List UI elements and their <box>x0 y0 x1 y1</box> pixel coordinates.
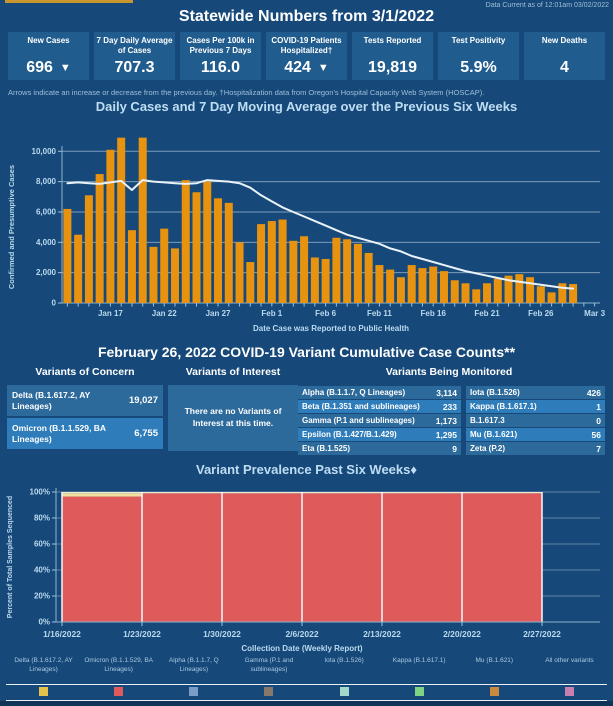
x-tick-label: Jan 27 <box>205 309 231 318</box>
legend-item-label: Gamma (P.1 and sublineages) <box>244 657 294 673</box>
variant-monitored-row[interactable] <box>466 386 605 399</box>
omicron-area-segment[interactable] <box>382 493 462 622</box>
stat-card-value <box>354 59 431 77</box>
legend-color-swatch <box>340 687 349 696</box>
daily-cases-bar[interactable] <box>322 259 330 303</box>
legend-color-swatch <box>415 687 424 696</box>
daily-cases-bar[interactable] <box>171 248 179 303</box>
variant-name: Delta (B.1.617.2, AY Lineages) <box>12 389 91 411</box>
stat-card-value <box>10 59 87 77</box>
stat-card[interactable] <box>94 32 175 80</box>
daily-cases-bar[interactable] <box>537 286 545 303</box>
variant-monitored-row[interactable] <box>466 442 605 455</box>
stat-card-value <box>182 59 259 77</box>
y-tick-label: 4,000 <box>35 237 56 247</box>
variant-count: 6,755 <box>134 428 158 439</box>
x-tick-label: Jan 22 <box>151 309 177 318</box>
x-tick-label: Feb 11 <box>366 309 392 318</box>
variant-legend <box>6 657 607 675</box>
daily-cases-bar[interactable] <box>548 292 556 303</box>
stat-cards <box>8 32 605 80</box>
stat-card-label: New Deaths <box>541 36 588 45</box>
daily-cases-bar[interactable] <box>74 235 82 303</box>
legend-item[interactable] <box>532 657 607 675</box>
variant-count: 0 <box>596 415 601 426</box>
daily-cases-bar[interactable] <box>332 238 340 303</box>
legend-item-label: Omicron (B.1.1.529, BA Lineages) <box>84 657 153 673</box>
stat-card-label: Tests Reported <box>363 36 422 45</box>
daily-cases-bar[interactable] <box>203 182 211 303</box>
other-variants-area-segment[interactable] <box>142 492 222 493</box>
stat-card[interactable] <box>266 32 347 80</box>
stat-card-label: 7 Day Daily Average of Cases <box>96 36 173 55</box>
stat-card-label: New Cases <box>27 36 70 45</box>
y-tick-label: 6,000 <box>35 207 56 217</box>
legend-color-swatch <box>565 687 574 696</box>
legend-color-swatch <box>490 687 499 696</box>
daily-cases-bar[interactable] <box>160 229 168 303</box>
x-tick-label: 2/13/2022 <box>363 629 401 639</box>
legend-swatch-cell <box>231 687 306 696</box>
stat-card-label: Test Positivity <box>451 36 506 45</box>
decrease-arrow-icon: ▼ <box>59 61 71 74</box>
daily-cases-bar[interactable] <box>440 271 448 303</box>
stat-card-value <box>440 59 517 77</box>
variant-monitored-row[interactable] <box>466 428 605 441</box>
variant-count: 1 <box>596 401 601 412</box>
daily-cases-bar[interactable] <box>451 280 459 303</box>
variant-count: 3,114 <box>436 387 457 398</box>
variant-count: 1,295 <box>435 429 457 440</box>
y-axis-title: Percent of Total Samples Sequenced <box>7 495 14 619</box>
stat-card-value <box>268 59 345 77</box>
variant-monitored-row[interactable] <box>298 428 461 441</box>
daily-cases-bar[interactable] <box>569 284 577 303</box>
variant-monitored-row[interactable] <box>298 414 461 427</box>
legend-item-label: Iota (B.1.526) <box>324 657 364 664</box>
daily-cases-bar[interactable] <box>128 230 136 303</box>
daily-cases-bar[interactable] <box>386 270 394 303</box>
variant-legend-swatches <box>6 687 607 696</box>
y-tick-label: 2,000 <box>35 268 56 278</box>
variant-name: Iota (B.1.526) <box>470 387 520 397</box>
legend-item-label: Mu (B.1.621) <box>475 657 514 664</box>
other-variants-area-segment[interactable] <box>222 492 302 493</box>
daily-cases-bar[interactable] <box>397 277 405 303</box>
legend-item-label: Kappa (B.1.617.1) <box>392 657 446 664</box>
x-tick-label: Feb 1 <box>261 309 283 318</box>
legend-swatch-cell <box>307 687 382 696</box>
x-tick-label: Feb 6 <box>315 309 337 318</box>
daily-cases-bar[interactable] <box>214 198 222 303</box>
legend-color-swatch <box>264 687 273 696</box>
daily-cases-bar[interactable] <box>365 253 373 303</box>
daily-cases-bar[interactable] <box>408 265 416 303</box>
y-tick-label: 80% <box>33 513 50 523</box>
x-axis-title: Date Case was Reported to Public Health <box>252 324 410 333</box>
legend-swatch-cell <box>6 687 81 696</box>
daily-cases-bar[interactable] <box>193 192 201 303</box>
variant-monitored-row[interactable] <box>298 400 461 413</box>
x-tick-label: Feb 26 <box>528 309 554 318</box>
x-tick-label: 2/20/2022 <box>443 629 481 639</box>
data-current-timestamp: Data Current as of 12:01am 03/02/2022 <box>485 2 609 9</box>
monitored-header: Variants Being Monitored <box>385 366 513 378</box>
stat-card-number: 19,819 <box>368 59 417 76</box>
top-gold-bar <box>5 0 133 3</box>
variants-monitored-left-table <box>298 386 461 456</box>
concern-header: Variants of Concern <box>35 366 135 378</box>
legend-item[interactable] <box>382 657 457 675</box>
daily-cases-bar[interactable] <box>149 247 157 303</box>
variants-monitored-right-table <box>466 386 605 456</box>
variant-name: Kappa (B.1.617.1) <box>470 401 537 411</box>
stat-card[interactable] <box>438 32 519 80</box>
other-variants-area-segment[interactable] <box>382 492 462 493</box>
y-tick-label: 100% <box>29 487 50 497</box>
variants-of-interest-message: There are no Variants of Interest at this time. <box>184 406 282 428</box>
y-tick-label: 8,000 <box>35 177 56 187</box>
legend-item[interactable] <box>81 657 156 675</box>
legend-swatch-cell <box>457 687 532 696</box>
variant-count: 1,173 <box>435 415 457 426</box>
x-tick-label: Mar 3 <box>584 309 606 318</box>
daily-cases-bar[interactable] <box>182 180 190 303</box>
variant-count: 426 <box>586 387 601 398</box>
omicron-area-segment[interactable] <box>142 493 222 622</box>
variant-count: 19,027 <box>128 395 158 406</box>
daily-cases-bar[interactable] <box>472 289 480 303</box>
daily-cases-chart[interactable] <box>0 116 613 342</box>
arrows-footnote: Arrows indicate an increase or decrease from the previous day. †Hospitalization data from Oregon's Hospital Capacity Web System (HOSCAP). <box>8 88 485 97</box>
legend-item[interactable] <box>231 657 306 675</box>
legend-item[interactable] <box>6 657 81 675</box>
stat-card[interactable] <box>352 32 433 80</box>
variant-name: B.1.617.3 <box>470 415 505 425</box>
bottom-strip <box>0 701 613 706</box>
variant-name: Alpha (B.1.1.7, Q Lineages) <box>302 387 406 397</box>
page-title: Statewide Numbers from 3/1/2022 <box>178 8 435 25</box>
variant-counts-title: February 26, 2022 COVID-19 Variant Cumulative Case Counts** <box>97 344 516 360</box>
variant-count: 56 <box>591 429 601 440</box>
daily-cases-bar[interactable] <box>246 262 254 303</box>
legend-item-label: Delta (B.1.617.2, AY Lineages) <box>14 657 73 673</box>
daily-cases-bar[interactable] <box>279 220 287 303</box>
decrease-arrow-icon: ▼ <box>317 61 329 74</box>
variant-monitored-row[interactable] <box>298 386 461 399</box>
legend-color-swatch <box>114 687 123 696</box>
daily-cases-bar[interactable] <box>257 224 265 303</box>
x-tick-label: 2/27/2022 <box>523 629 561 639</box>
omicron-area-segment[interactable] <box>62 497 142 622</box>
daily-cases-bar[interactable] <box>515 274 523 303</box>
legend-divider-top <box>6 684 607 685</box>
stat-card-number: 5.9% <box>460 59 497 76</box>
stat-card-number: 424 <box>284 59 311 76</box>
x-tick-label: Jan 17 <box>97 309 123 318</box>
daily-cases-bar[interactable] <box>354 244 362 303</box>
variant-monitored-row[interactable] <box>298 442 461 455</box>
legend-swatch-cell <box>81 687 156 696</box>
daily-cases-bar[interactable] <box>63 209 71 303</box>
variant-name: Eta (B.1.525) <box>302 443 351 453</box>
legend-item-label: All other variants <box>545 657 594 664</box>
daily-cases-bar[interactable] <box>268 221 276 303</box>
variant-count: 9 <box>452 443 457 454</box>
variant-name: Mu (B.1.621) <box>470 429 518 439</box>
stat-card-number: 116.0 <box>200 59 241 76</box>
variant-count: 233 <box>442 401 457 412</box>
legend-item[interactable] <box>307 657 382 675</box>
stat-card-value <box>96 59 173 77</box>
daily-cases-bar[interactable] <box>300 236 308 303</box>
x-tick-label: Feb 21 <box>474 309 500 318</box>
legend-item[interactable] <box>457 657 532 675</box>
variant-count: 7 <box>596 443 601 454</box>
legend-item[interactable] <box>156 657 231 675</box>
legend-color-swatch <box>189 687 198 696</box>
interest-header: Variants of Interest <box>185 366 281 378</box>
other-variants-area-segment[interactable] <box>62 492 142 493</box>
daily-cases-bar[interactable] <box>96 174 104 303</box>
x-tick-label: 1/30/2022 <box>203 629 241 639</box>
x-tick-label: 1/16/2022 <box>43 629 81 639</box>
variants-of-interest-panel <box>168 385 298 451</box>
daily-cases-bar[interactable] <box>106 150 114 303</box>
stat-card-number: 696 <box>26 59 53 76</box>
variant-concern-row[interactable] <box>7 385 163 416</box>
daily-cases-bar[interactable] <box>236 242 244 303</box>
daily-cases-bar[interactable] <box>85 195 93 303</box>
y-tick-label: 60% <box>33 539 50 549</box>
legend-swatch-cell <box>532 687 607 696</box>
other-variants-area-segment[interactable] <box>302 492 382 493</box>
y-axis-title: Confirmed and Presumptive Cases <box>7 164 16 290</box>
omicron-area-segment[interactable] <box>222 493 302 622</box>
x-axis-title: Collection Date (Weekly Report) <box>241 644 363 653</box>
daily-cases-bar[interactable] <box>311 257 319 303</box>
delta-area-segment[interactable] <box>62 493 142 496</box>
daily-cases-bar[interactable] <box>289 241 297 303</box>
stat-card-number: 4 <box>560 59 569 76</box>
variant-concern-row[interactable] <box>7 418 163 449</box>
y-tick-label: 0% <box>38 617 50 627</box>
variant-prevalence-chart-title: Variant Prevalence Past Six Weeks♦ <box>195 462 418 477</box>
variant-name: Beta (B.1.351 and sublineages) <box>302 401 420 411</box>
daily-cases-bar[interactable] <box>225 203 233 303</box>
omicron-area-segment[interactable] <box>302 493 382 622</box>
y-tick-label: 20% <box>33 591 50 601</box>
daily-cases-bar[interactable] <box>462 283 470 303</box>
x-tick-label: 2/6/2022 <box>285 629 319 639</box>
omicron-area-segment[interactable] <box>462 493 542 622</box>
legend-item-label: Alpha (B.1.1.7, Q Lineages) <box>168 657 219 673</box>
legend-swatch-cell <box>382 687 457 696</box>
variant-name: Epsilon (B.1.427/B.1.429) <box>302 429 397 439</box>
variant-name: Omicron (B.1.1.529, BA Lineages) <box>12 422 106 444</box>
other-variants-area-segment[interactable] <box>462 492 542 493</box>
stat-card[interactable] <box>524 32 605 80</box>
daily-cases-bar[interactable] <box>139 138 147 303</box>
x-tick-label: Feb 16 <box>420 309 446 318</box>
stat-card-label: Cases Per 100k in Previous 7 Days <box>186 36 255 55</box>
daily-cases-bar[interactable] <box>117 138 125 303</box>
stat-card[interactable] <box>8 32 89 80</box>
variant-monitored-row[interactable] <box>466 400 605 413</box>
daily-cases-bar[interactable] <box>526 277 534 303</box>
variants-of-concern-table <box>7 385 163 451</box>
stat-card-label: COVID-19 Patients Hospitalized† <box>271 36 342 55</box>
legend-color-swatch <box>39 687 48 696</box>
variant-monitored-row[interactable] <box>466 414 605 427</box>
daily-cases-bar[interactable] <box>429 267 437 303</box>
stat-card[interactable] <box>180 32 261 80</box>
stat-card-value <box>526 59 603 77</box>
variant-name: Gamma (P.1 and sublineages) <box>302 415 415 425</box>
daily-cases-bar[interactable] <box>343 239 351 303</box>
daily-cases-bar[interactable] <box>558 283 566 303</box>
y-tick-label: 10,000 <box>31 146 56 156</box>
variant-name: Zeta (P.2) <box>470 443 505 453</box>
y-tick-label: 0 <box>51 298 56 308</box>
daily-cases-bar[interactable] <box>483 283 491 303</box>
daily-cases-chart-title: Daily Cases and 7 Day Moving Average over the Previous Six Weeks <box>95 99 518 114</box>
daily-cases-bar[interactable] <box>375 265 383 303</box>
y-tick-label: 40% <box>33 565 50 575</box>
daily-cases-bar[interactable] <box>418 268 426 303</box>
legend-swatch-cell <box>156 687 231 696</box>
stat-card-number: 707.3 <box>114 59 155 76</box>
x-tick-label: 1/23/2022 <box>123 629 161 639</box>
daily-cases-bar[interactable] <box>494 279 502 303</box>
